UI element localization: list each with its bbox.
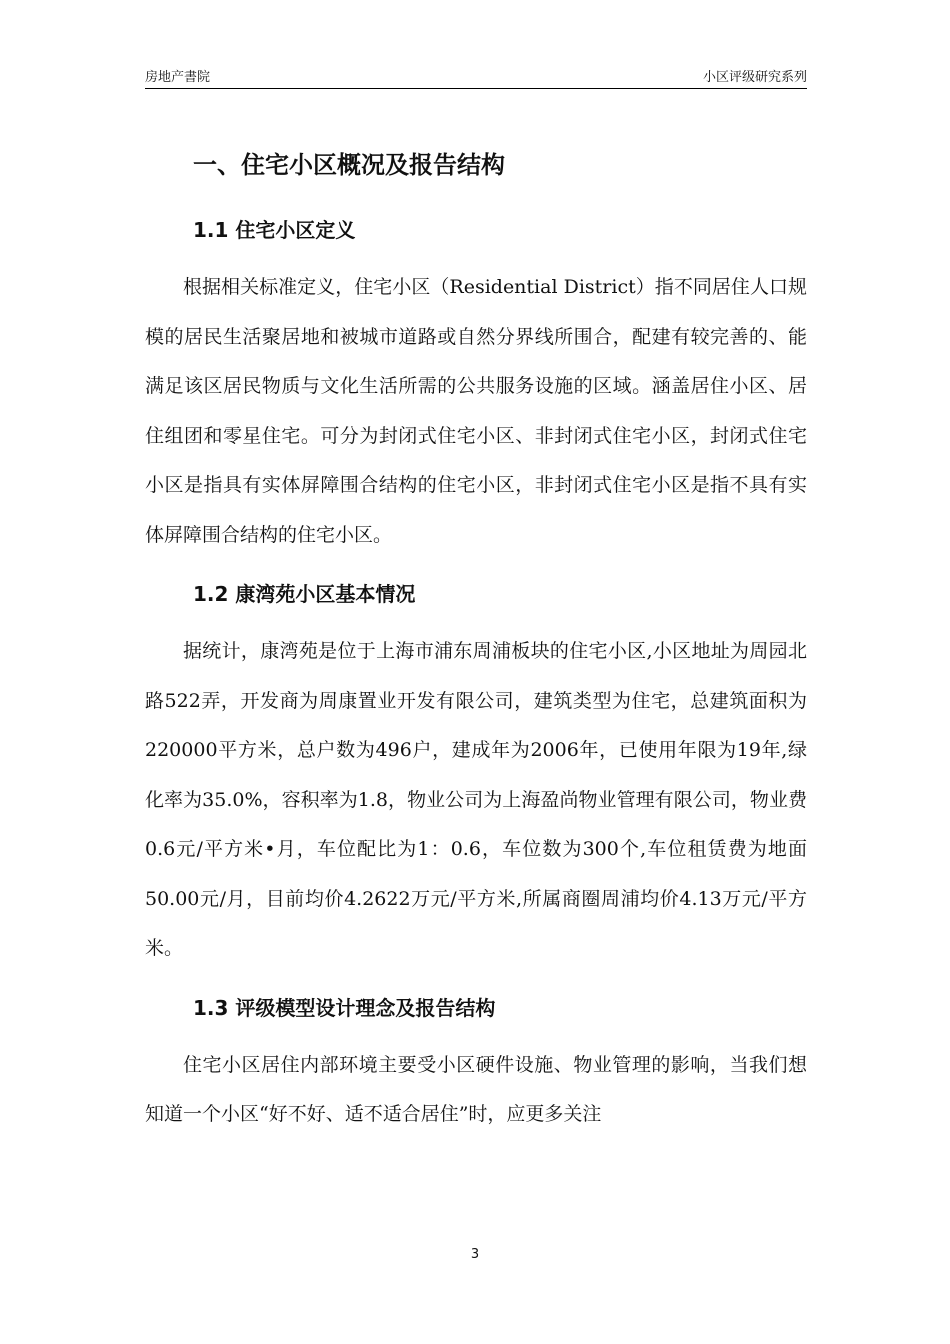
paragraph-1-2: 据统计，康湾苑是位于上海市浦东周浦板块的住宅小区,小区地址为周园北路522弄，开发商为周康置业开发有限公司，建筑类型为住宅，总建筑面积为220000平方米，总户数为496户，建成年为2006年，已使用年限为19年,绿化率为35.0%，容积率为1.8，物业公司为上海盈尚物业管理有限公司，物业费0.6元/平方米•月，车位配比为1：0.6，车位数为300个,车位租赁费为地面50.00元/月，目前均价4.2622万元/平方米,所属商圈周浦均价4.13万元/平方米。: [145, 640, 807, 959]
header-series-title: 小区评级研究系列: [702, 70, 807, 85]
subsection-heading-1-2: 1.2 康湾苑小区基本情况: [193, 582, 416, 606]
section-heading: 一、住宅小区概况及报告结构: [193, 151, 505, 179]
paragraph-1-3: 住宅小区居住内部环境主要受小区硬件设施、物业管理的影响，当我们想知道一个小区“好不好、适不适合居住”时，应更多关注: [145, 1053, 807, 1125]
paragraph-1-1: 根据相关标准定义，住宅小区（Residential District）指不同居住人口规模的居民生活聚居地和被城市道路或自然分界线所围合，配建有较完善的、能满足该区居民物质与文化生活所需的公共服务设施的区域。涵盖居住小区、居住组团和零星住宅。可分为封闭式住宅小区、非封闭式住宅小区，封闭式住宅小区是指具有实体屏障围合结构的住宅小区，非封闭式住宅小区是指不具有实体屏障围合结构的住宅小区。: [145, 276, 807, 546]
page-content: [145, 130, 807, 1140]
subsection-heading-1-1: 1.1 住宅小区定义: [193, 218, 356, 242]
subsection-heading-1-3: 1.3 评级模型设计理念及报告结构: [193, 995, 496, 1020]
header-publisher: 房地产書院: [145, 70, 211, 85]
page-header: [145, 66, 807, 89]
page-number: 3: [470, 1247, 480, 1262]
